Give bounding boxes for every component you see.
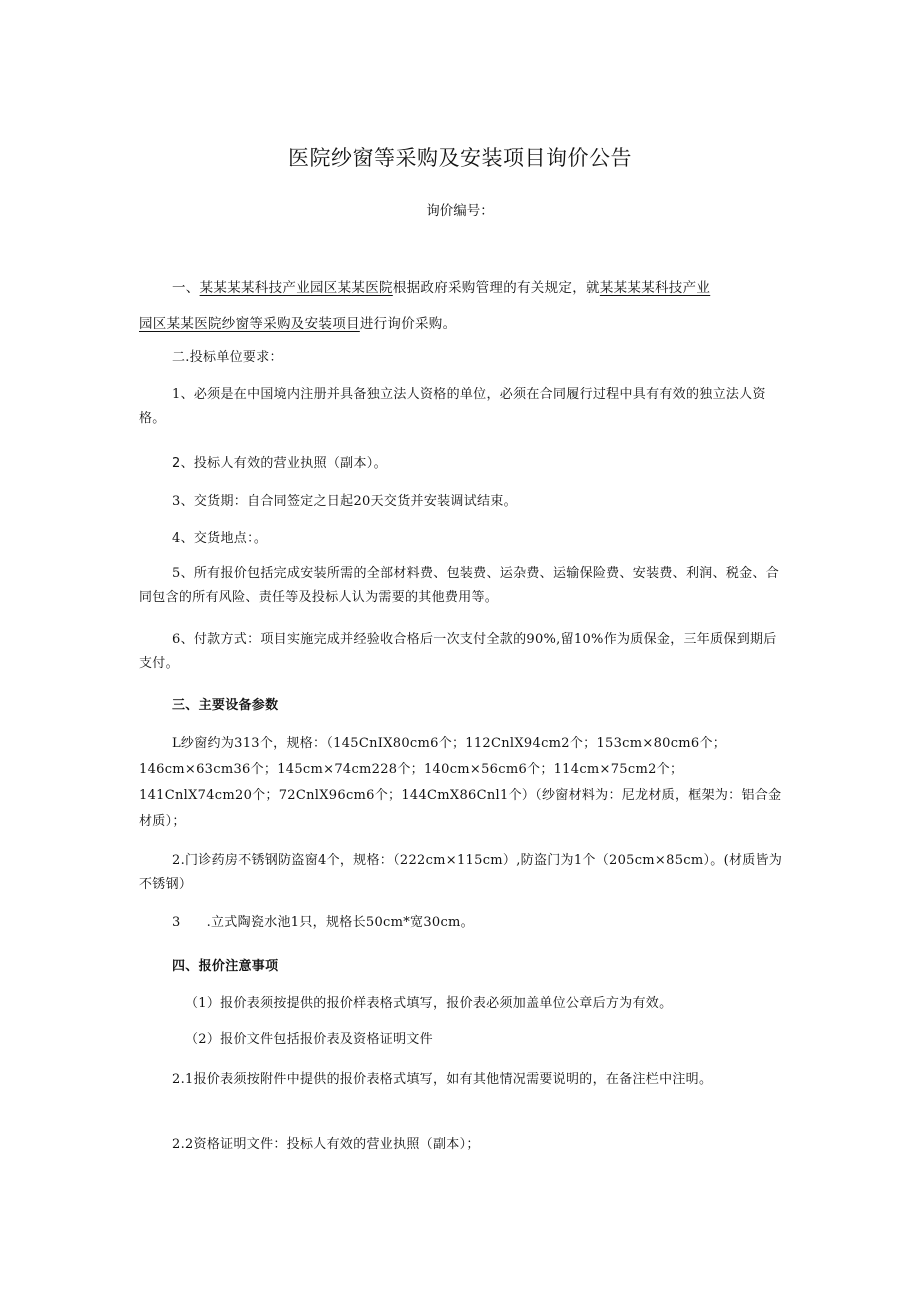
requirement-2: 2、投标人有效的营业执照（副本）。 [172,456,387,471]
note-2: （2）报价文件包括报价表及资格证明文件 [185,1032,433,1047]
document-title: 医院纱窗等采购及安装项目询价公告 [288,146,632,170]
requirement-1: 1、必须是在中国境内注册并具备独立法人资格的单位，必须在合同履行过程中具有有效的独立法人资格。 [139,387,766,426]
note-2-2: 2.2资格证明文件：投标人有效的营业执照（副本）； [172,1137,480,1152]
equipment-item-2: 2.门诊药房不锈钢防盗窗4个，规格：（222cm×115cm）,防盗门为1个（205cm×85cm）。(材质皆为不锈钢） [139,853,783,892]
inquiry-number-label: 询价编号： [426,203,494,219]
project-name-part2: 园区某某医院纱窗等采购及安装项目 [139,316,360,332]
section-2-heading: 二.投标单位要求： [172,350,283,365]
project-name-part1: 某某某某科技产业 [599,280,711,296]
requirement-5: 5、所有报价包括完成安装所需的全部材料费、包装费、运杂费、运输保险费、安装费、利润、税金、合同包含的所有风险、责任等及投标人认为需要的其他费用等。 [139,566,780,605]
section-1-paragraph: 一、某某某某科技产业园区某某医院根据政府采购管理的有关规定，就某某某某科技产业 园区某某医院纱窗等采购及安装项目进行询价采购。 [139,280,711,332]
note-1: （1）报价表须按提供的报价样表格式填写，报价表必须加盖单位公章后方为有效。 [185,996,673,1011]
equipment-item-1: L纱窗约为313个，规格：（145CnIX80cm6个；112CnlX94cm2个；153cm×80cm6个；146cm×63cm36个；145cm×74cm228个；140cm×56cm6个；114cm×75cm2个；141CnlX74cm20个；72CnlX96cm6个；144CmX86Cnl1个）（纱窗材料为：尼龙材质，框架为：铝合金材质）； [139,736,782,829]
section-3-heading: 三、主要设备参数 [172,698,279,713]
note-2-1: 2.1报价表须按附件中提供的报价表格式填写，如有其他情况需要说明的，在备注栏中注明。 [172,1072,713,1087]
section-4-heading: 四、报价注意事项 [172,959,279,974]
requirement-6: 6、付款方式：项目实施完成并经验收合格后一次支付全款的90%,留10%作为质保金，三年质保到期后支付。 [139,632,777,671]
requirement-3: 3、交货期：自合同签定之日起20天交货并安装调试结束。 [172,494,517,509]
equipment-item-3: 3 .立式陶瓷水池1只，规格长50cm*宽30cm。 [172,915,474,930]
requirement-4: 4、交货地点：。 [172,531,268,546]
purchaser-name: 某某某某科技产业园区某某医院 [199,280,393,296]
